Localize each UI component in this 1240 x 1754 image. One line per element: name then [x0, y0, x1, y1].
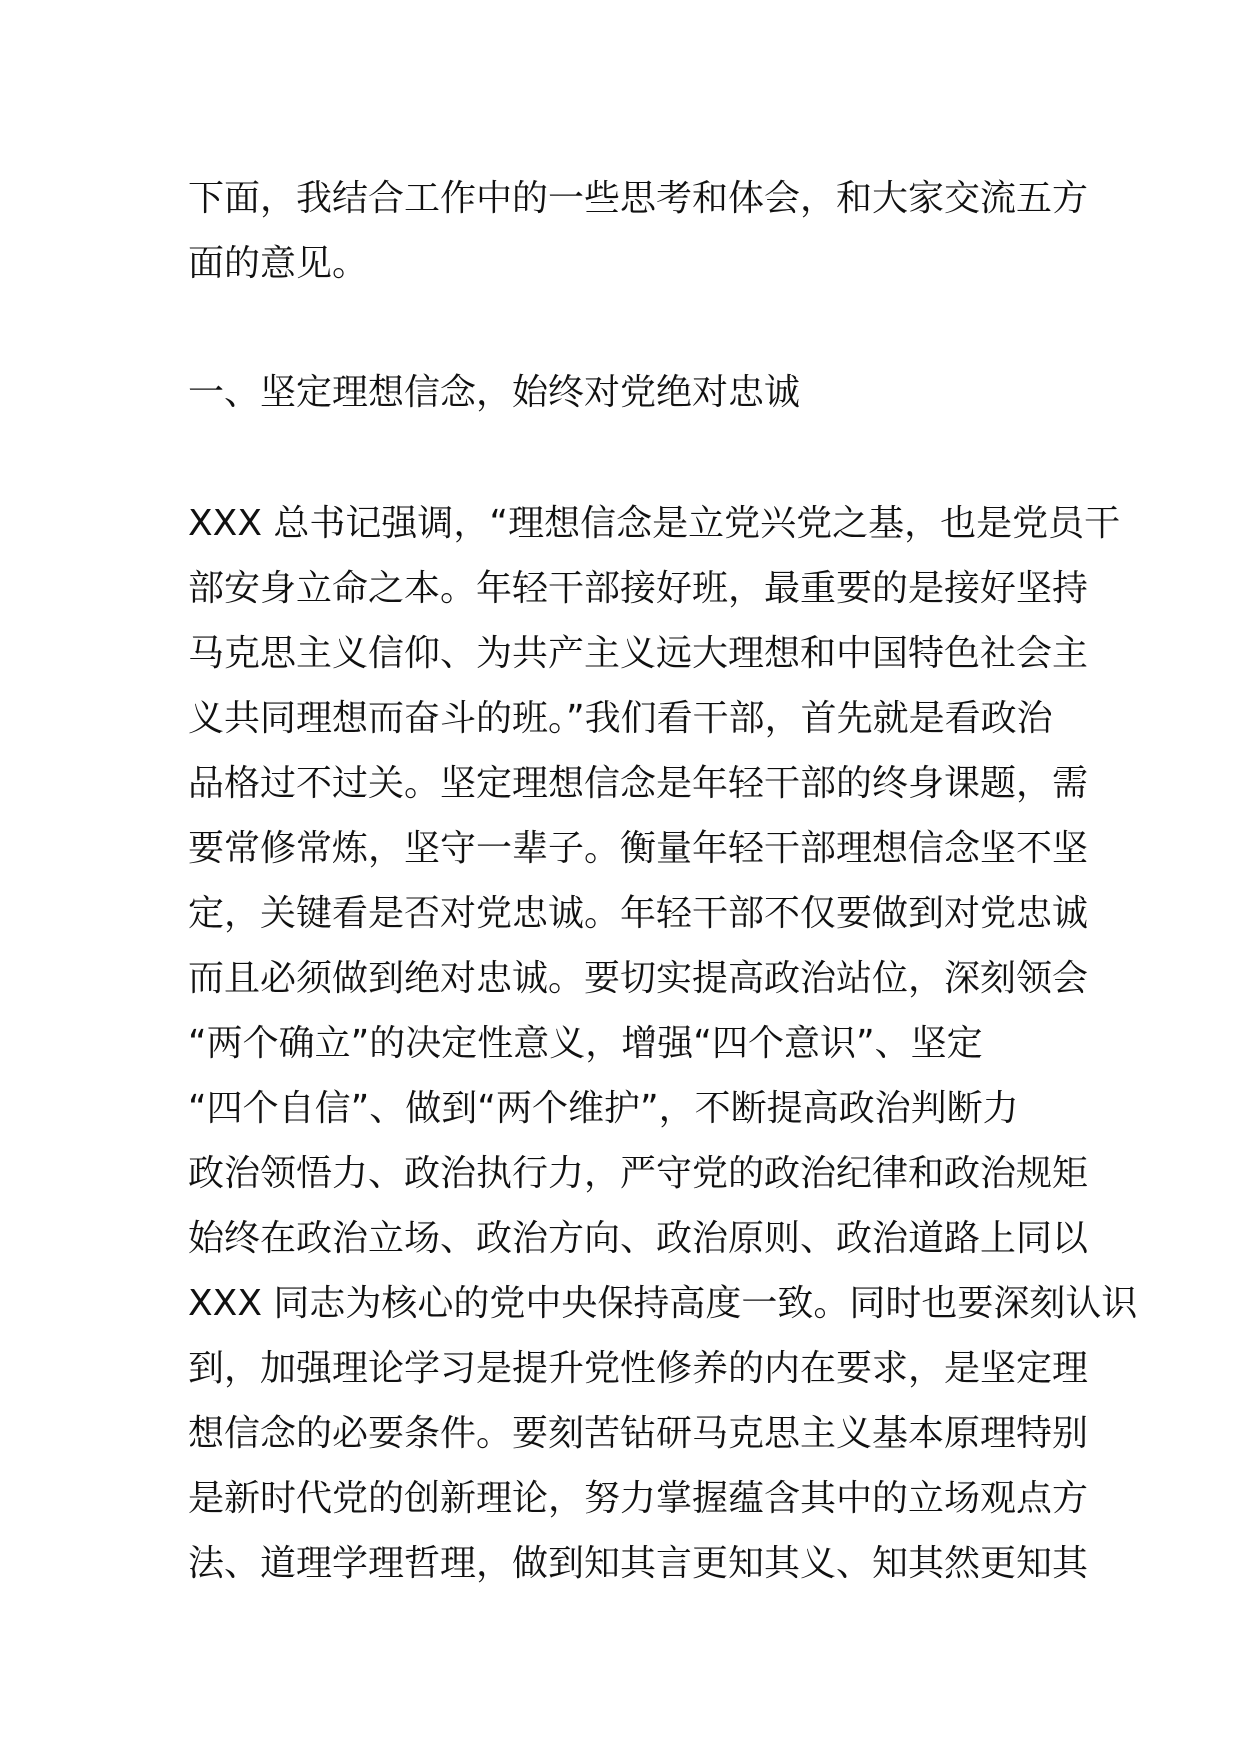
body-paragraph [188, 491, 1138, 1596]
paragraph-line: 而且必须做到绝对忠诚。要切实提高政治站位，深刻领会 [188, 958, 1089, 999]
paragraph-line: 品格过不过关。坚定理想信念是年轻干部的终身课题，需 [188, 763, 1089, 804]
paragraph-line: 始终在政治立场、政治方向、政治原则、政治道路上同以 [188, 1218, 1089, 1259]
paragraph-line: 定，关键看是否对党忠诚。年轻干部不仅要做到对党忠诚 [188, 893, 1089, 934]
paragraph-line: 面的意见。 [188, 243, 369, 284]
paragraph-line: 政治领悟力、政治执行力，严守党的政治纪律和政治规矩 [188, 1153, 1089, 1194]
paragraph-line: “四个自信”、做到“两个维护”，不断提高政治判断力 [188, 1088, 1019, 1129]
paragraph-line: “两个确立”的决定性意义，增强“四个意识”、坚定 [188, 1023, 983, 1064]
section-heading-text: 一、坚定理想信念，始终对党绝对忠诚 [188, 372, 801, 413]
paragraph-line: 下面，我结合工作中的一些思考和体会，和大家交流五方 [188, 178, 1089, 219]
paragraph-line: 要常修常炼，坚守一辈子。衡量年轻干部理想信念坚不坚 [188, 828, 1089, 869]
paragraph-line: 是新时代党的创新理论，努力掌握蕴含其中的立场观点方 [188, 1478, 1089, 1519]
paragraph-line: 马克思主义信仰、为共产主义远大理想和中国特色社会主 [188, 633, 1089, 674]
paragraph-line: 想信念的必要条件。要刻苦钻研马克思主义基本原理特别 [188, 1413, 1089, 1454]
paragraph-line: 到，加强理论学习是提升党性修养的内在要求，是坚定理 [188, 1348, 1089, 1389]
paragraph-line: 法、道理学理哲理，做到知其言更知其义、知其然更知其 [188, 1543, 1089, 1584]
section-heading [188, 360, 1058, 425]
paragraph-line: XXX 总书记强调，“理想信念是立党兴党之基，也是党员干 [188, 503, 1121, 544]
intro-paragraph [188, 166, 1089, 296]
paragraph-line: 义共同理想而奋斗的班。”我们看干部，首先就是看政治 [188, 698, 1053, 739]
paragraph-line: XXX 同志为核心的党中央保持高度一致。同时也要深刻认识 [188, 1283, 1138, 1324]
paragraph-line: 部安身立命之本。年轻干部接好班，最重要的是接好坚持 [188, 568, 1089, 609]
